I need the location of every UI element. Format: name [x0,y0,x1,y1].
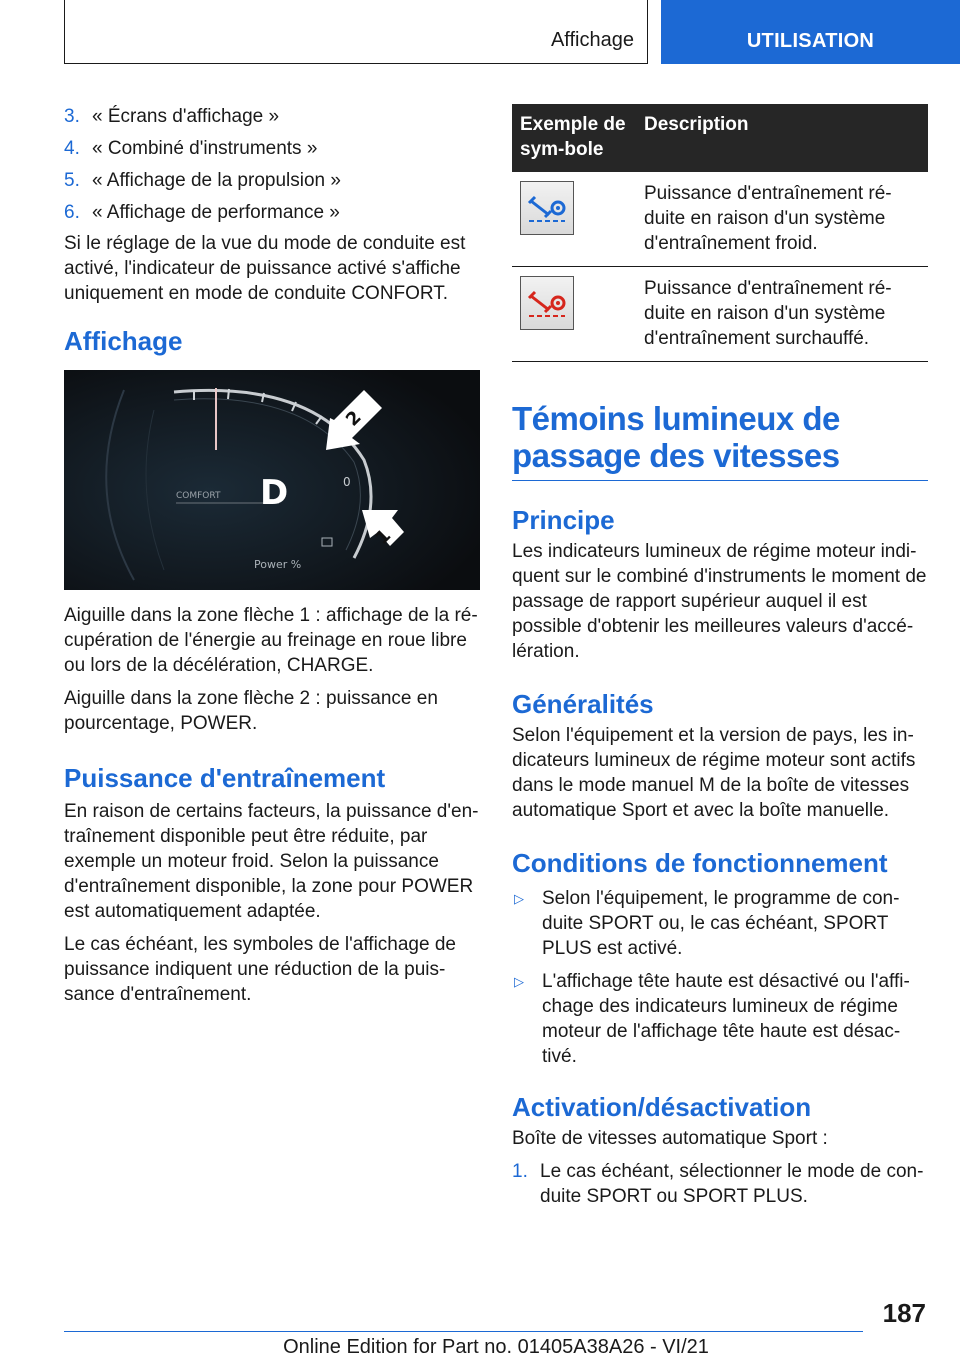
list-number: 5. [64,170,80,191]
list-number: 3. [64,106,80,127]
bullet-text: L'affichage tête haute est désactivé ou l'affi-chage des indicateurs lumineux de régime moteur de l'affichage tête haute est désac-tivé. [542,971,910,1067]
heading-rule [512,480,928,481]
arrow-2-paragraph: Aiguille dans la zone flèche 2 : puissance en pourcentage, POWER. [64,688,438,734]
table-cell-symbol [512,267,636,362]
instrument-cluster-illustration [64,370,480,590]
bullet-text: Selon l'équipement, le programme de con-duite SPORT ou, le cas échéant, SPORT PLUS est activé. [542,888,900,959]
heading-conditions: Conditions de fonctionnement [512,848,888,878]
list-number: 1. [512,1161,528,1182]
list-link[interactable]: « Combiné d'instruments » [92,138,318,159]
heading-generalites: Généralités [512,689,654,719]
header-section-title: Affichage [550,29,634,51]
table-row [512,267,928,362]
heading-puissance: Puissance d'entraînement [64,763,386,793]
activation-steps [512,1159,928,1209]
heading-affichage: Affichage [64,326,183,356]
left-column [64,104,480,1007]
activation-paragraph: Boîte de vitesses automatique Sport : [512,1128,828,1149]
list-item [64,200,480,225]
table-cell-description: Puissance d'entraînement ré-duite en raison d'un système d'entraînement surchauffé. [636,267,928,362]
instrument-cluster-figure [64,370,480,590]
zero-mark: 0 [343,475,351,489]
step-text: Le cas échéant, sélectionner le mode de con-duite SPORT ou SPORT PLUS. [540,1161,924,1207]
symbol-table [512,104,928,362]
gear-indicator: D [260,473,289,513]
conditions-list [512,886,928,1069]
triangle-bullet-icon: ▷ [514,891,524,906]
footer-edition: Online Edition for Part no. 01405A38A26 - VI/21 [283,1336,709,1358]
comfort-label: COMFORT [176,491,221,501]
heading-temoins: Témoins lumineux de passage des vitesses [512,400,840,474]
puissance-paragraph-1: En raison de certains facteurs, la puissance d'en-traînement disponible peut être réduite, par exemple un moteur froid. Selon la puissance d'entraînement disponible, la zone pour POWER est automatiquement adaptée. [64,801,479,922]
list-item [512,886,928,961]
table-cell-description: Puissance d'entraînement ré-duite en raison d'un système d'entraînement froid. [636,172,928,267]
heading-activation: Activation/désactivation [512,1092,812,1122]
list-number: 6. [64,202,80,223]
power-percent-label: Power % [254,558,302,571]
principe-paragraph: Les indicateurs lumineux de régime moteur indi-quent sur le combiné d'instruments le moment de passage de rapport supérieur auquel il est possible d'obtenir les meilleures valeurs d'accé-lération. [512,541,927,662]
puissance-paragraph-2: Le cas échéant, les symboles de l'affichage de puissance indiquent une réduction de la puis-sance d'entraînement. [64,934,456,1005]
page-number: 187 [882,1298,926,1328]
reference-list [64,104,480,225]
list-link[interactable]: « Affichage de performance » [92,202,340,223]
table-cell-symbol [512,172,636,267]
overheated-drivetrain-icon [520,276,574,330]
arrow-2-number: 2 [341,406,366,431]
table-header-description: Description [636,104,928,172]
arrow-1-paragraph: Aiguille dans la zone flèche 1 : affichage de la ré-cupération de l'énergie au freinage en roue libre ou lors de la décélération, CHARGE. [64,605,478,676]
list-item [64,136,480,161]
table-header-row [512,104,928,172]
list-item [512,1159,928,1209]
generalites-paragraph: Selon l'équipement et la version de pays, les in-dicateurs lumineux de régime moteur sont actifs dans le mode manuel M de la boîte de vitesses automatique Sport et avec la boîte manuelle. [512,725,916,821]
cold-drivetrain-icon [520,181,574,235]
list-link[interactable]: « Affichage de la propulsion » [92,170,341,191]
heading-principe: Principe [512,505,615,535]
header-chapter-tab: UTILISATION [661,0,960,64]
list-item [512,969,928,1069]
list-item [64,168,480,193]
list-number: 4. [64,138,80,159]
table-row [512,172,928,267]
footer-rule [64,1331,863,1332]
right-column [512,104,928,1216]
table-header-symbol: Exemple de sym-bole [512,104,636,172]
triangle-bullet-icon: ▷ [514,974,524,989]
list-item [64,104,480,129]
list-link[interactable]: « Écrans d'affichage » [92,106,280,127]
arrow-1-number: 1 [371,525,396,549]
drive-mode-paragraph: Si le réglage de la vue du mode de conduite est activé, l'indicateur de puissance activé s'affiche uniquement en mode de conduite CONFORT. [64,233,466,304]
